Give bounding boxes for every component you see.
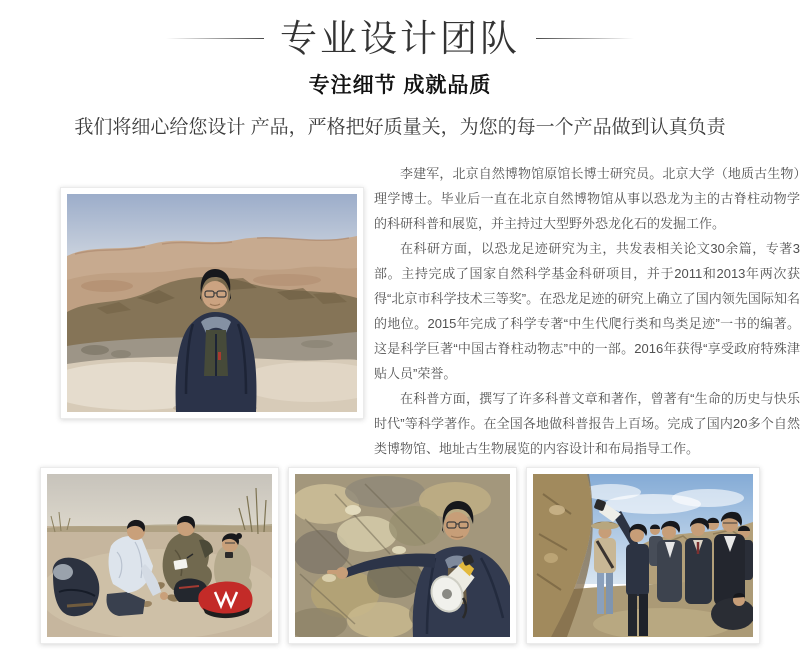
bio-text [374,161,800,461]
fossil-wall-explain-photo [295,474,510,637]
page-title: 专业设计团队 [280,17,520,59]
gallery-photo-frame-2 [288,467,517,644]
title-divider-left-line [166,38,264,39]
fieldwork-fossil-tracks-photo [47,474,272,637]
gallery-photo-frame-1 [40,467,279,644]
section-subtitle: 专注细节 成就品质 [308,74,492,97]
gallery-section [0,467,800,644]
team-leader-portrait-photo [67,194,357,412]
bio-paragraph-1: 李建军，北京自然博物馆原馆长博士研究员。北京大学（地质古生物）理学博士。毕业后一直在北京自然博物馆从事以恐龙为主的古脊柱动物学的科研科普和展览，并主持过大型野外恐龙化石的发掘工作。 [374,166,800,231]
title-divider-right-line [536,38,634,39]
main-photo-frame [60,187,364,419]
gallery-photo-frame-3 [526,467,760,644]
group-site-visit-photo [533,474,753,637]
bio-paragraph-3: 在科普方面，撰写了许多科普文章和著作，曾著有“生命的历史与快乐时代”等科学著作。在全国各地做科普报告上百场。完成了国内20多个自然类博物馆、地址古生物展览的内容设计和布局指导工作。 [374,391,800,456]
bio-paragraph-2: 在科研方面，以恐龙足迹研究为主，共发表相关论文30余篇，专著3部。主持完成了国家自然科学基金科研项目，并于2011和2013年两次获得“北京市科学技术三等奖”。在恐龙足迹的研究上确立了国内领先国际知名的地位。2015年完成了科学专著“中生代爬行类和鸟类足迹”一书的编著。这是科学巨著“中国古脊柱动物志”中的一部。2016年获得“享受政府特殊津贴人员”荣誉。 [374,241,800,381]
title-row [0,14,800,62]
section-description: 我们将细心给您设计 产品，严格把好质量关，为您的每一个产品做到认真负责 [74,117,726,138]
header-section [0,0,800,139]
profile-section [0,161,800,461]
